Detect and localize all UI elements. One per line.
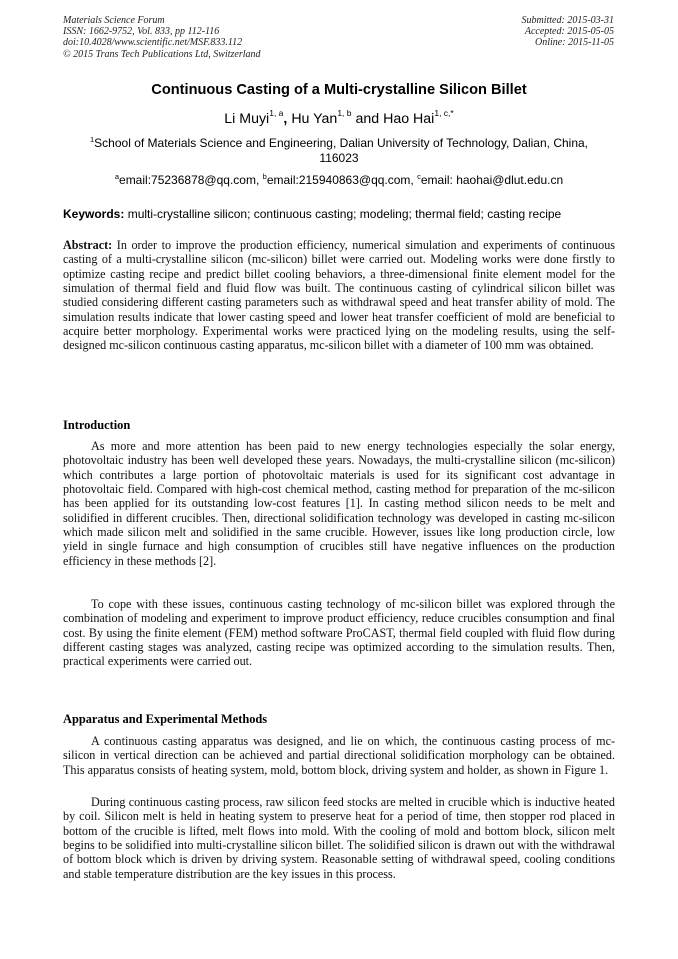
affiliation-superscript: 1: [90, 135, 95, 144]
submission-dates: [522, 15, 615, 49]
abstract-label: Abstract:: [63, 238, 113, 252]
author-list: Li Muyi$^{1, a}$, Hu Yan$^{1, b}$ and Hao Hai$^{1, c,*}$: [224, 108, 454, 127]
keywords-label: Keywords:: [63, 207, 125, 221]
issn-line: ISSN: 1662-9752, Vol. 833, pp 112-116: [63, 26, 220, 38]
author-superscript: 1, b: [337, 108, 352, 118]
affiliation-text: School of Materials Science and Engineering, Dalian University of Technology, Dalian, China, 116023: [94, 136, 588, 165]
introduction-heading: Introduction: [63, 418, 131, 432]
affiliation: [72, 136, 606, 165]
author-name: Hu Yan: [291, 111, 338, 127]
author-superscript: 1, c,*: [434, 108, 454, 118]
introduction-paragraph: To cope with these issues, continuous casting technology of mc-silicon billet was explored through the combination of modeling and experiment to improve product efficiency, reduce crucibles consumption and final cost. By using the finite element (FEM) method software ProCAST, thermal field coupled with fluid flow during different casting stages was analyzed, casting recipe was optimized according to the simulation results. Then, practical experiments were carried out.: [63, 597, 615, 669]
email-b: email:215940863@qq.com,: [266, 173, 414, 187]
journal-info: [63, 15, 261, 60]
paper-title: Continuous Casting of a Multi-crystalline Silicon Billet: [151, 82, 527, 98]
keywords-text: multi-crystalline silicon; continuous casting; modeling; thermal field; casting recipe: [127, 207, 562, 221]
author-name: Hao Hai: [383, 111, 435, 127]
introduction-paragraph: As more and more attention has been paid to new energy technologies especially the solar energy, photovoltaic industry has been well developed these years. Nowadays, the multi-crystalline silicon (mc-silicon) which contributes a large portion of photovoltaic materials is used for its significant cost advantage in photovoltaic field. Compared with high-cost chemical method, casting method for preparation of the mc-silicon has been applied for its outstanding low-cost features [1]. In casting method silicon needs to be melt and solidified in different crucibles. Then, directional solidification technology was developed in casting mc-silicon which made silicon melt and solidified in the same crucible. However, issues like long production circle, low yield in single furnace and high consumption of crucibles still have negative influences on the production efficiency in these methods [2].: [63, 439, 615, 568]
email-superscript: c: [417, 172, 421, 181]
author-emails: [0, 173, 678, 187]
email-a: email:75236878@qq.com,: [119, 173, 260, 187]
email-superscript: b: [262, 172, 267, 181]
submitted-date: Submitted: 2015-03-31: [521, 15, 614, 26]
abstract: [63, 238, 615, 353]
journal-name: Materials Science Forum: [63, 15, 165, 26]
author-superscript: 1, a: [269, 108, 284, 118]
author-name: Li Muyi: [224, 111, 270, 127]
abstract-text: In order to improve the production efficiency, numerical simulation and experiments of continuous casting of a multi-crystalline silicon (mc-silicon) billet were carried out. Modeling works were done firstly to optimize casting recipe and predict billet cooling behaviors, a three-dimensional finite element model for the simulation of thermal field and fluid flow was built. The continuous casting of cylindrical silicon billet was studied considering different casting parameters such as withdrawal speed and heat transfer ability of mold. The simulation results indicate that lower casting speed and lower heat transfer coefficient of mold are beneficial to acquire better morphology. Experimental works were practiced lying on the modeling results, using the self-designed mc-silicon continuous casting apparatus, mc-silicon billet with a diameter of 100 mm was obtained.: [63, 238, 615, 353]
apparatus-paragraph: A continuous casting apparatus was designed, and lie on which, the continuous casting process of mc-silicon in vertical direction can be achieved and partial directional solidification morphology can be obtained. This apparatus consists of heating system, mold, bottom block, driving system and holder, as shown in Figure 1.: [63, 734, 615, 777]
apparatus-heading: Apparatus and Experimental Methods: [63, 712, 268, 726]
online-date: Online: 2015-11-05: [535, 37, 614, 49]
email-superscript: a: [114, 172, 120, 181]
accepted-date: Accepted: 2015-05-05: [524, 26, 614, 38]
copyright-line: © 2015 Trans Tech Publications Ltd, Switzerland: [63, 48, 261, 60]
email-c: email: haohai@dlut.edu.cn: [420, 173, 564, 187]
apparatus-paragraph: During continuous casting process, raw silicon feed stocks are melted in crucible which is inductive heated by coil. Silicon melt is held in heating system to preserve heat for a period of time, then stopper rod placed in bottom of the crucible is lifted, melt flows into mold. With the cooling of mold and bottom block, silicon melt begins to be solidified into multi-crystalline silicon billet. The solidified silicon is drawn out with the withdrawal of bottom block which is driven by driving system. Reasonable setting of withdrawal speed, cooling conditions and stable temperature distribution are the key issues in this process.: [63, 795, 615, 881]
keywords: [63, 207, 615, 221]
doi-line: doi:10.4028/www.scientific.net/MSF.833.112: [63, 37, 243, 49]
